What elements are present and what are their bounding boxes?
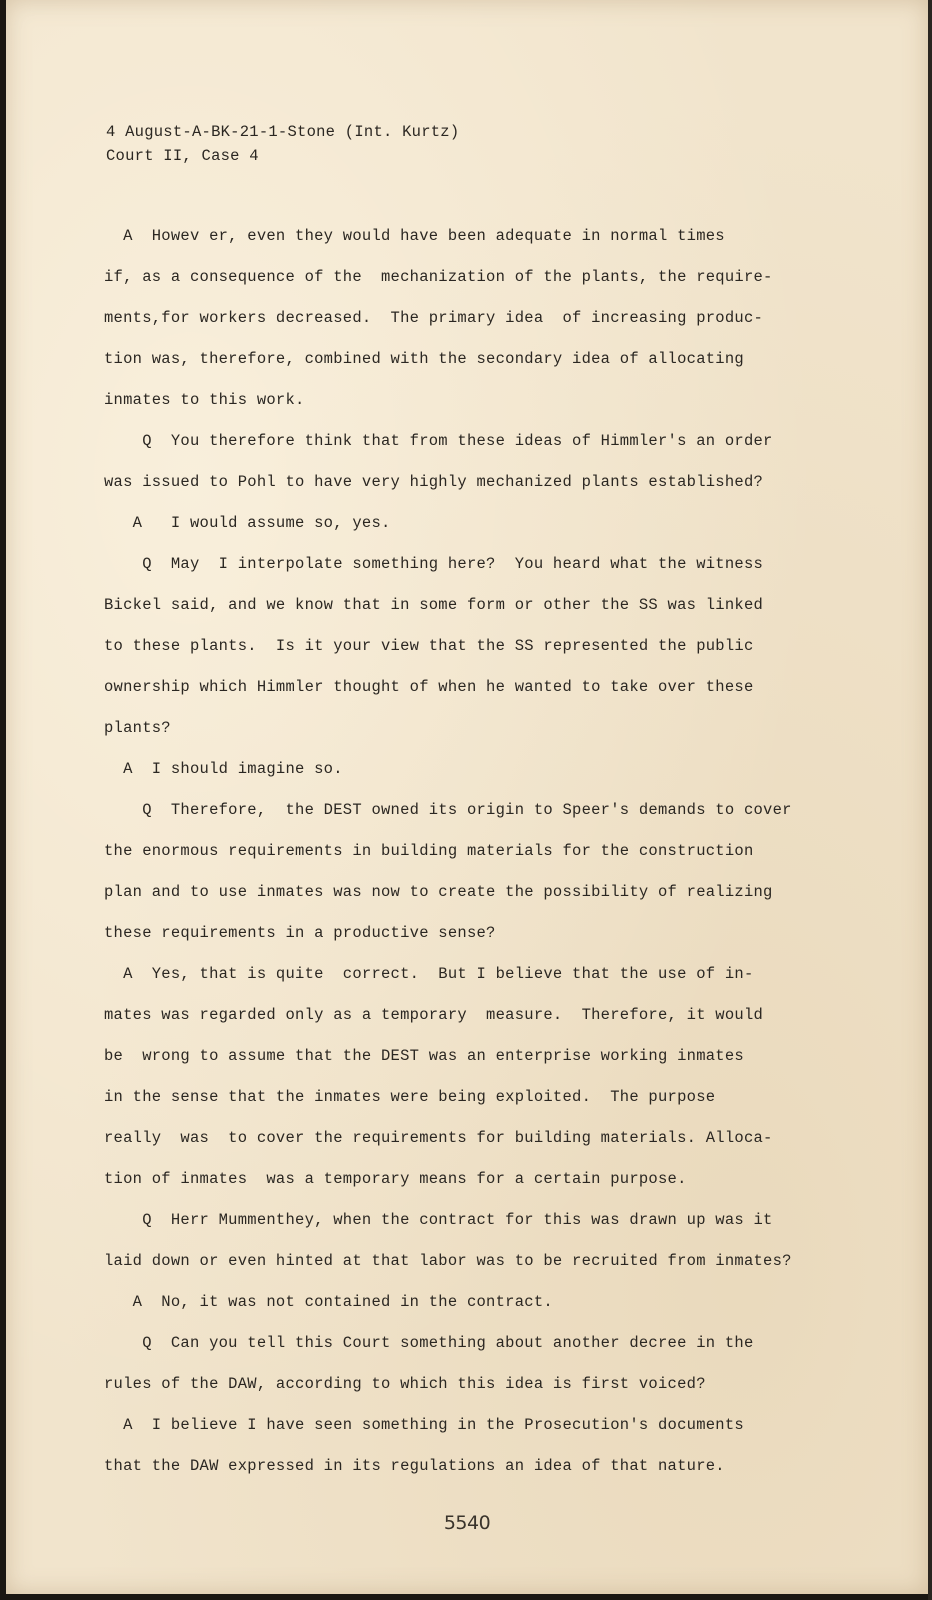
transcript-line: if, as a consequence of the mechanization of the plants, the require- xyxy=(104,268,773,286)
transcript-line: plan and to use inmates was now to create the possibility of realizing xyxy=(104,883,773,901)
transcript-line: A I should imagine so. xyxy=(104,760,343,778)
transcript-line: be wrong to assume that the DEST was an enterprise working inmates xyxy=(104,1047,744,1065)
document-page xyxy=(6,0,928,1594)
transcript-line: mates was regarded only as a temporary measure. Therefore, it would xyxy=(104,1006,764,1024)
transcript-line: in the sense that the inmates were being exploited. The purpose xyxy=(104,1088,716,1106)
transcript-line: tion of inmates was a temporary means for a certain purpose. xyxy=(104,1170,687,1188)
transcript-line: A I believe I have seen something in the Prosecution's documents xyxy=(104,1416,744,1434)
transcript-line: rules of the DAW, according to which this idea is first voiced? xyxy=(104,1375,706,1393)
transcript-line: ownership which Himmler thought of when he wanted to take over these xyxy=(104,678,754,696)
transcript-body xyxy=(104,216,904,1487)
transcript-line: these requirements in a productive sense? xyxy=(104,924,496,942)
transcript-line: plants? xyxy=(104,719,171,737)
transcript-line: Q Therefore, the DEST owned its origin to Speer's demands to cover xyxy=(104,801,792,819)
header-court-line: Court II, Case 4 xyxy=(106,147,259,165)
transcript-line: laid down or even hinted at that labor was to be recruited from inmates? xyxy=(104,1252,792,1270)
transcript-line: A Yes, that is quite correct. But I believe that the use of in- xyxy=(104,965,754,983)
page-number: 5540 xyxy=(443,1512,491,1534)
transcript-line: A I would assume so, yes. xyxy=(104,514,391,532)
document-header xyxy=(106,120,459,168)
transcript-line: the enormous requirements in building materials for the construction xyxy=(104,842,754,860)
transcript-line: A No, it was not contained in the contract. xyxy=(104,1293,553,1311)
transcript-line: Q You therefore think that from these ideas of Himmler's an order xyxy=(104,432,773,450)
transcript-line: A Howev er, even they would have been adequate in normal times xyxy=(104,227,725,245)
transcript-line: to these plants. Is it your view that the SS represented the public xyxy=(104,637,754,655)
transcript-line: inmates to this work. xyxy=(104,391,305,409)
transcript-line: Q May I interpolate something here? You heard what the witness xyxy=(104,555,764,573)
transcript-line: tion was, therefore, combined with the secondary idea of allocating xyxy=(104,350,744,368)
header-session-line: 4 August-A-BK-21-1-Stone (Int. Kurtz) xyxy=(106,123,460,141)
scan-edge xyxy=(928,0,932,1600)
transcript-line: that the DAW expressed in its regulations an idea of that nature. xyxy=(104,1457,725,1475)
transcript-line: ments,for workers decreased. The primary idea of increasing produc- xyxy=(104,309,764,327)
transcript-line: Bickel said, and we know that in some form or other the SS was linked xyxy=(104,596,764,614)
transcript-line: Q Can you tell this Court something about another decree in the xyxy=(104,1334,754,1352)
transcript-line: was issued to Pohl to have very highly mechanized plants established? xyxy=(104,473,764,491)
transcript-line: Q Herr Mummenthey, when the contract for this was drawn up was it xyxy=(104,1211,773,1229)
transcript-line: really was to cover the requirements for building materials. Alloca- xyxy=(104,1129,773,1147)
